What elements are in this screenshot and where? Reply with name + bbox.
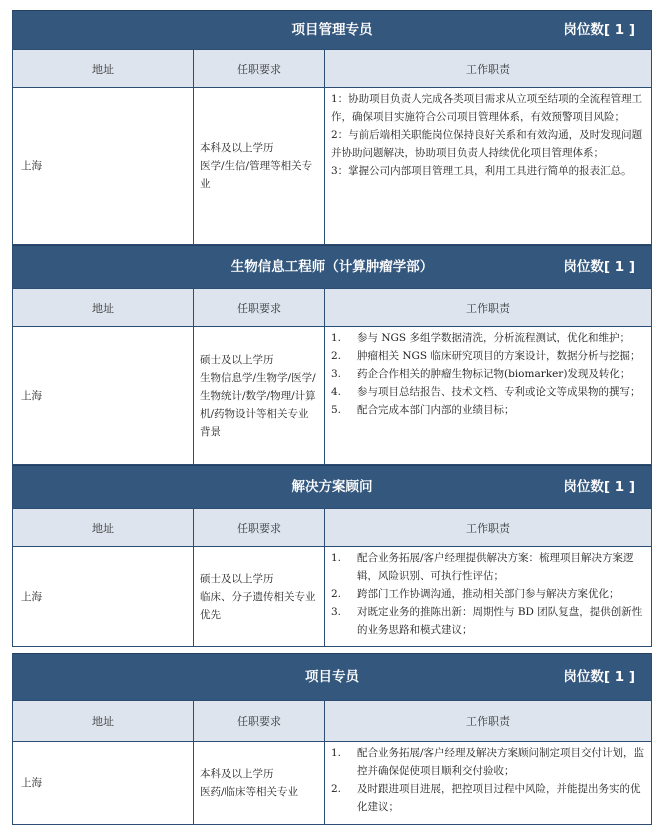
duty-item	[331, 347, 647, 365]
job-requirements	[194, 88, 325, 244]
job-title: 生物信息工程师（计算肿瘤学部）	[230, 259, 434, 275]
duty-text: 参与 NGS 多组学数据清洗，分析流程测试，优化和维护；	[357, 332, 630, 344]
duty-number: 4.	[331, 386, 342, 398]
duty-number: 3.	[331, 606, 342, 618]
header-duties: 工作职责	[466, 521, 510, 535]
table-header-row	[13, 700, 651, 742]
job-requirements	[194, 547, 325, 646]
job-card	[12, 653, 652, 825]
header-location: 地址	[13, 701, 194, 741]
duty-text: 跨部门工作协调沟通，推动相关部门参与解决方案优化；	[357, 588, 620, 600]
job-duties	[325, 547, 651, 646]
requirements-text: 硕士及以上学历 生物信息学/生物学/医学/生物统计/数学/物理/计算机/药物设计等相关专业背景	[200, 353, 316, 438]
job-openings-count: 岗位数[ 1 ]	[563, 479, 635, 495]
job-duties	[325, 327, 651, 464]
duty-number: 3.	[331, 368, 342, 380]
requirements-text: 本科及以上学历 医学/生信/管理等相关专业	[200, 142, 313, 190]
job-openings-count: 岗位数[ 1 ]	[563, 22, 635, 38]
table-header-row	[13, 49, 651, 88]
table-row	[13, 88, 651, 245]
job-card	[12, 10, 652, 245]
duty-list	[331, 744, 647, 816]
table-row	[13, 327, 651, 465]
header-duties: 工作职责	[466, 301, 510, 315]
job-title: 解决方案顾问	[291, 479, 373, 495]
job-header	[13, 465, 651, 508]
header-location: 地址	[13, 509, 194, 546]
header-duties: 工作职责	[466, 715, 510, 728]
duty-item	[331, 383, 647, 401]
job-title: 项目专员	[305, 669, 359, 685]
duty-text: 药企合作相关的肿瘤生物标记物(biomarker)发现及转化；	[357, 368, 631, 380]
job-header	[13, 245, 651, 288]
job-requirements	[194, 327, 325, 464]
duty-item	[331, 744, 647, 780]
table-row	[13, 547, 651, 647]
table-header-row	[13, 288, 651, 327]
duty-list	[331, 329, 647, 419]
job-openings-count: 岗位数[ 1 ]	[563, 259, 635, 275]
duty-number: 2.	[331, 350, 342, 362]
duty-item	[331, 603, 647, 639]
duty-text: 对既定业务的推陈出新：周期性与 BD 团队复盘，提供创新性的业务思路和模式建议；	[357, 606, 643, 636]
duty-item	[331, 780, 647, 816]
duty-text: 配合业务拓展/客户经理及解决方案顾问制定项目交付计划，监控并确保促使项目顺利交付验收；	[357, 747, 645, 777]
job-location: 上海	[13, 88, 194, 244]
duty-number: 2.	[331, 783, 342, 795]
header-location: 地址	[13, 289, 194, 326]
duty-item: 3：掌握公司内部项目管理工具，利用工具进行简单的报表汇总。	[331, 165, 632, 177]
header-requirements: 任职要求	[194, 701, 325, 741]
duty-item	[331, 585, 647, 603]
duty-text: 肿瘤相关 NGS 临床研究项目的方案设计，数据分析与挖掘；	[357, 350, 641, 362]
job-location: 上海	[13, 327, 194, 464]
job-duties	[325, 88, 651, 244]
job-title: 项目管理专员	[291, 22, 373, 38]
requirements-text: 本科及以上学历 医药/临床等相关专业	[200, 768, 299, 798]
job-location: 上海	[13, 742, 194, 824]
duty-list	[331, 549, 647, 639]
duty-item: 1：协助项目负责人完成各类项目需求从立项至结项的全流程管理工作，确保项目实施符合公司项目管理体系，有效预警项目风险；	[331, 93, 643, 123]
duty-text: 配合完成本部门内部的业绩目标；	[357, 404, 515, 416]
duty-number: 1.	[331, 552, 342, 564]
header-requirements: 任职要求	[194, 289, 325, 326]
duty-number: 1.	[331, 747, 342, 759]
header-duties: 工作职责	[466, 62, 510, 76]
duty-number: 2.	[331, 588, 342, 600]
header-location: 地址	[13, 50, 194, 87]
duty-number: 1.	[331, 332, 342, 344]
job-listings	[12, 10, 652, 825]
requirements-text: 硕士及以上学历 临床、分子遗传相关专业优先	[200, 572, 316, 621]
duty-item	[331, 401, 647, 419]
table-row	[13, 742, 651, 825]
duty-item	[331, 365, 647, 383]
duty-text: 配合业务拓展/客户经理提供解决方案：梳理项目解决方案逻辑，风险识别、可执行性评估；	[357, 552, 634, 582]
duty-item	[331, 549, 647, 585]
job-card	[12, 245, 652, 465]
duty-item	[331, 329, 647, 347]
job-openings-count: 岗位数[ 1 ]	[563, 669, 635, 685]
job-header	[13, 10, 651, 49]
table-header-row	[13, 508, 651, 547]
duty-number: 5.	[331, 404, 342, 416]
job-header	[13, 653, 651, 700]
duty-text: 及时跟进项目进展，把控项目过程中风险，并能提出务实的优化建议；	[357, 783, 641, 813]
header-requirements: 任职要求	[194, 509, 325, 546]
job-location: 上海	[13, 547, 194, 646]
duty-text: 参与项目总结报告、技术文档、专利或论文等成果物的撰写；	[357, 386, 641, 398]
header-requirements: 任职要求	[194, 50, 325, 87]
duty-item: 2：与前后端相关职能岗位保持良好关系和有效沟通，及时发现问题并协助问题解决，协助项目负责人持续优化项目管理体系；	[331, 129, 643, 159]
job-card	[12, 465, 652, 647]
